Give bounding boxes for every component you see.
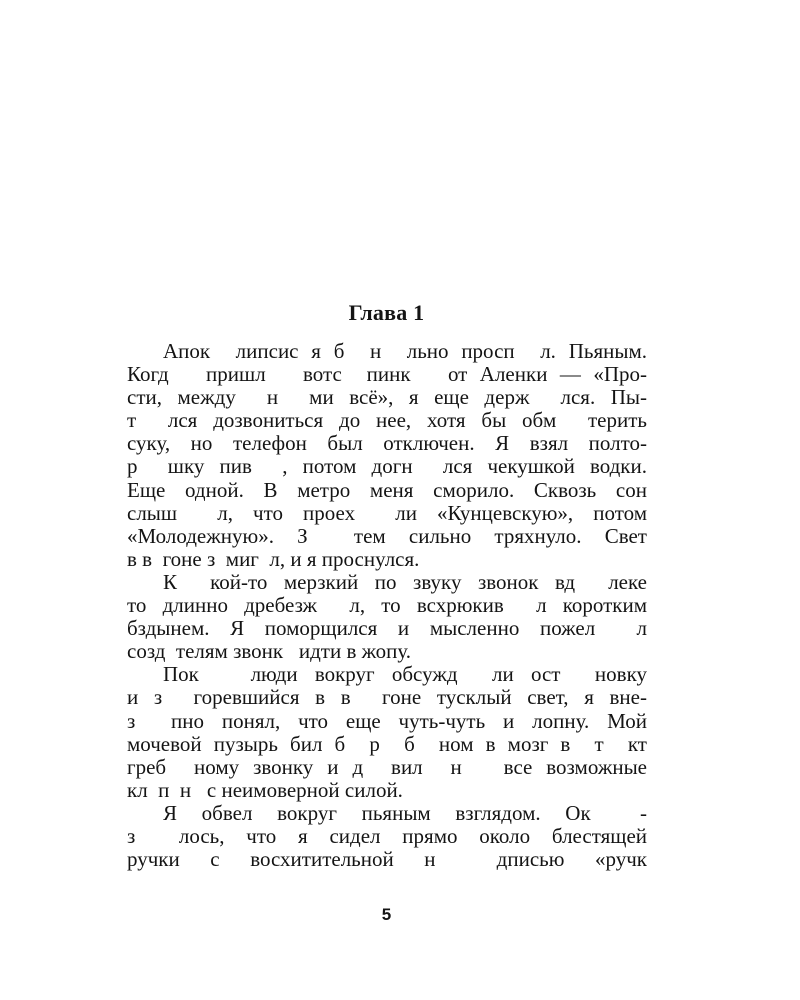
chapter-title: Глава 1 [348,300,425,325]
text-line: Когд пришл вотс пинк от Аленки — «Про- [127,363,647,387]
text-line: мочевой пузырь бил б р б ном в мозг в т кт [127,732,647,756]
text-line: з лось, что я сидел прямо около блестящей [127,824,647,848]
text-line: ручки с восхитительной н дписью «ручк [127,848,647,872]
text-line: К кой-то мерзкий по звуку звонок вд леке [163,570,647,594]
text-line: в в гоне з миг л, и я проснулся. [127,547,420,571]
body-text [127,340,647,871]
text-line: т лся дозвониться до нее, хотя бы обм терить [127,409,647,433]
text-line: то длинно дребезж л, то всхрюкив л коротким [127,594,647,618]
text-line: бздынем. Я поморщился и мысленно пожел л [127,617,647,641]
text-line: суку, но телефон был отключен. Я взял полто- [127,432,647,456]
text-line: греб ному звонку и д вил н все возможные [127,755,647,779]
text-line: Пок люди вокруг обсужд ли ост новку [163,663,647,687]
text-line: созд телям звонк идти в жопу. [127,640,411,664]
text-line: Апок липсис я б н льно просп л. Пьяным. [163,340,647,363]
text-line: «Молодежную». З тем сильно тряхнуло. Свет [127,524,647,548]
text-line: з пно понял, что еще чуть-чуть и лопну. Мой [127,709,647,733]
text-line: кл п н с неимоверной силой. [127,778,403,802]
text-line: Еще одной. В метро меня сморило. Сквозь сон [127,478,647,502]
text-line: слыш л, что проех ли «Кунцевскую», потом [127,501,647,525]
text-line: сти, между н ми всё», я еще держ лся. Пы- [127,386,647,410]
text-line: р шку пив , потом догн лся чекушкой водки. [127,455,647,479]
page-number: 5 [381,905,392,924]
text-line: Я обвел вокруг пьяным взглядом. Ок - [163,801,647,825]
text-line: и з горевшийся в в гоне тусклый свет, я вне- [127,686,647,710]
